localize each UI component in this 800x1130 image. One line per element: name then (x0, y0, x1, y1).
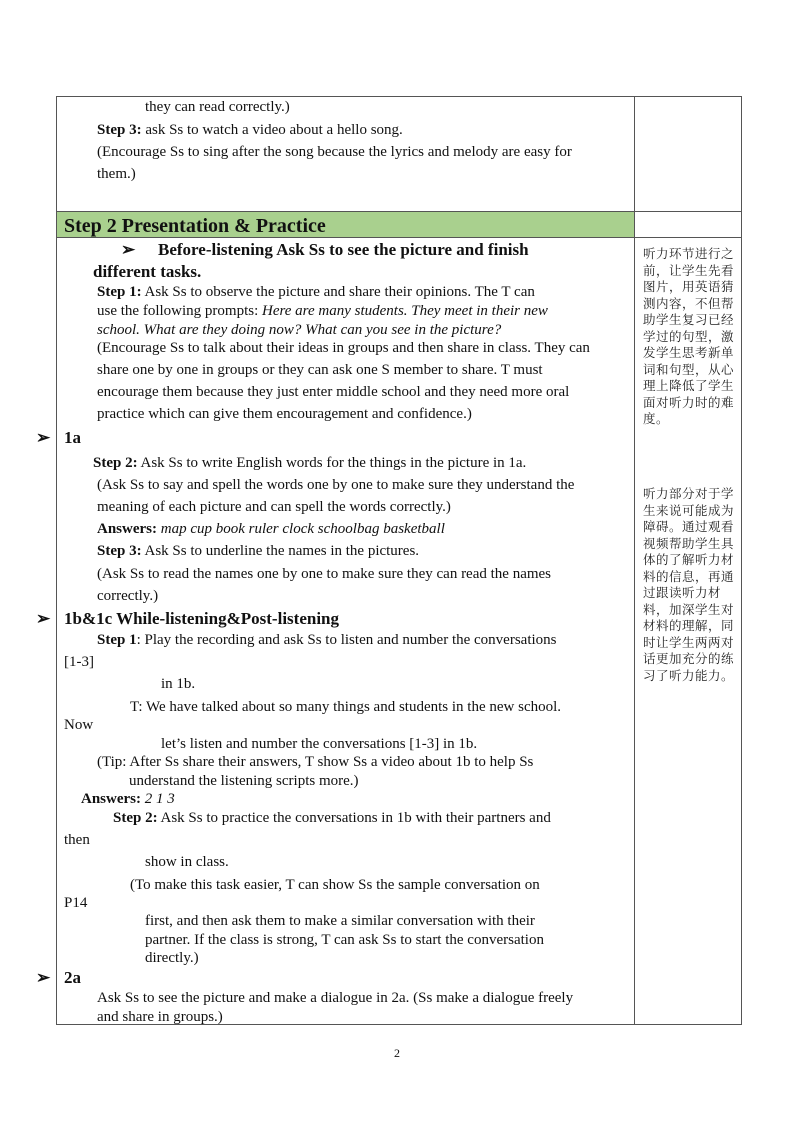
side-note: 听力部分对于学生来说可能成为障碍。通过观看视频帮助学生具体的了解听力材料的信息，再通过跟读听力材料，加深学生对材料的理解，同时让学生两两对话更加充分的练习了听力能力。 (643, 486, 735, 683)
step-line: Step 1: Ask Ss to observe the picture and share their opinions. The T can (97, 284, 535, 300)
text-line: then (64, 832, 90, 848)
answers-line: Answers: map cup book ruler clock schoolbag basketball (97, 521, 445, 537)
text-line: correctly.) (97, 588, 159, 604)
text-line: in 1b. (161, 676, 196, 692)
subheading: 2a (64, 968, 81, 987)
arrow-bullet-icon: ➢ (36, 968, 51, 987)
text-line: (Encourage Ss to talk about their ideas in groups and then share in class. They can (97, 340, 590, 356)
text-line: Ask Ss to see the picture and make a dialogue in 2a. (Ss make a dialogue freely (97, 990, 574, 1006)
text-line: show in class. (145, 854, 229, 870)
side-note: 听力环节进行之前，让学生先看图片，用英语猜测内容，不但帮助学生复习已经学过的句型，激发学生思考新单词和句型，从心理上降低了学生面对听力时的难度。 (643, 246, 735, 426)
text-line: Now (64, 717, 94, 733)
text-line: encourage them because they just enter middle school and they need more oral (97, 384, 570, 400)
step-line: Step 3: ask Ss to watch a video about a hello song. (97, 122, 403, 138)
answers-line: Answers: 2 1 3 (81, 791, 175, 807)
text-line: practice which can give them encouragement and confidence.) (97, 406, 472, 422)
text-line: use the following prompts: Here are many students. They meet in their new (97, 303, 548, 319)
text-line: (To make this task easier, T can show Ss the sample conversation on (130, 877, 540, 893)
text-line: meaning of each picture and can spell the words correctly.) (97, 499, 451, 515)
subheading: 1b&1c While-listening&Post-listening (64, 609, 339, 628)
section-title: Step 2 Presentation & Practice (64, 215, 326, 237)
text-line: P14 (64, 895, 88, 911)
text-line: them.) (97, 166, 136, 182)
arrow-bullet-icon: ➢ (36, 428, 51, 447)
step-line: Step 3: Ask Ss to underline the names in the pictures. (97, 543, 420, 559)
text-line: school. What are they doing now? What can you see in the picture? (97, 322, 502, 338)
text-line: T: We have talked about so many things and students in the new school. (130, 699, 562, 715)
text-line: understand the listening scripts more.) (129, 773, 359, 789)
subheading: different tasks. (93, 262, 202, 281)
text-line: [1-3] (64, 654, 94, 670)
arrow-bullet-icon: ➢ (121, 240, 136, 259)
text-line: (Ask Ss to say and spell the words one by one to make sure they understand the (97, 477, 575, 493)
text-line: directly.) (145, 950, 199, 966)
text-line: share one by one in groups or they can ask one S member to share. T must (97, 362, 543, 378)
text-line: (Tip: After Ss share their answers, T show Ss a video about 1b to help Ss (97, 754, 534, 770)
page-number: 2 (394, 1046, 400, 1060)
text-line: (Ask Ss to read the names one by one to make sure they can read the names (97, 566, 552, 582)
text-line: and share in groups.) (97, 1009, 223, 1025)
text-line: partner. If the class is strong, T can ask Ss to start the conversation (145, 932, 544, 948)
column-divider (634, 96, 635, 1025)
step-line: Step 2: Ask Ss to practice the conversations in 1b with their partners and (113, 810, 551, 826)
arrow-bullet-icon: ➢ (36, 609, 51, 628)
text-line: first, and then ask them to make a similar conversation with their (145, 913, 535, 929)
text-line: let’s listen and number the conversations [1-3] in 1b. (161, 736, 478, 752)
step-line: Step 2: Ask Ss to write English words for the things in the picture in 1a. (93, 455, 527, 471)
subheading: 1a (64, 428, 81, 447)
subheading: Before-listening Ask Ss to see the picture and finish (158, 240, 529, 259)
text-line: they can read correctly.) (145, 99, 290, 115)
step-line: Step 1: Play the recording and ask Ss to listen and number the conversations (97, 632, 557, 648)
text-line: (Encourage Ss to sing after the song because the lyrics and melody are easy for (97, 144, 572, 160)
